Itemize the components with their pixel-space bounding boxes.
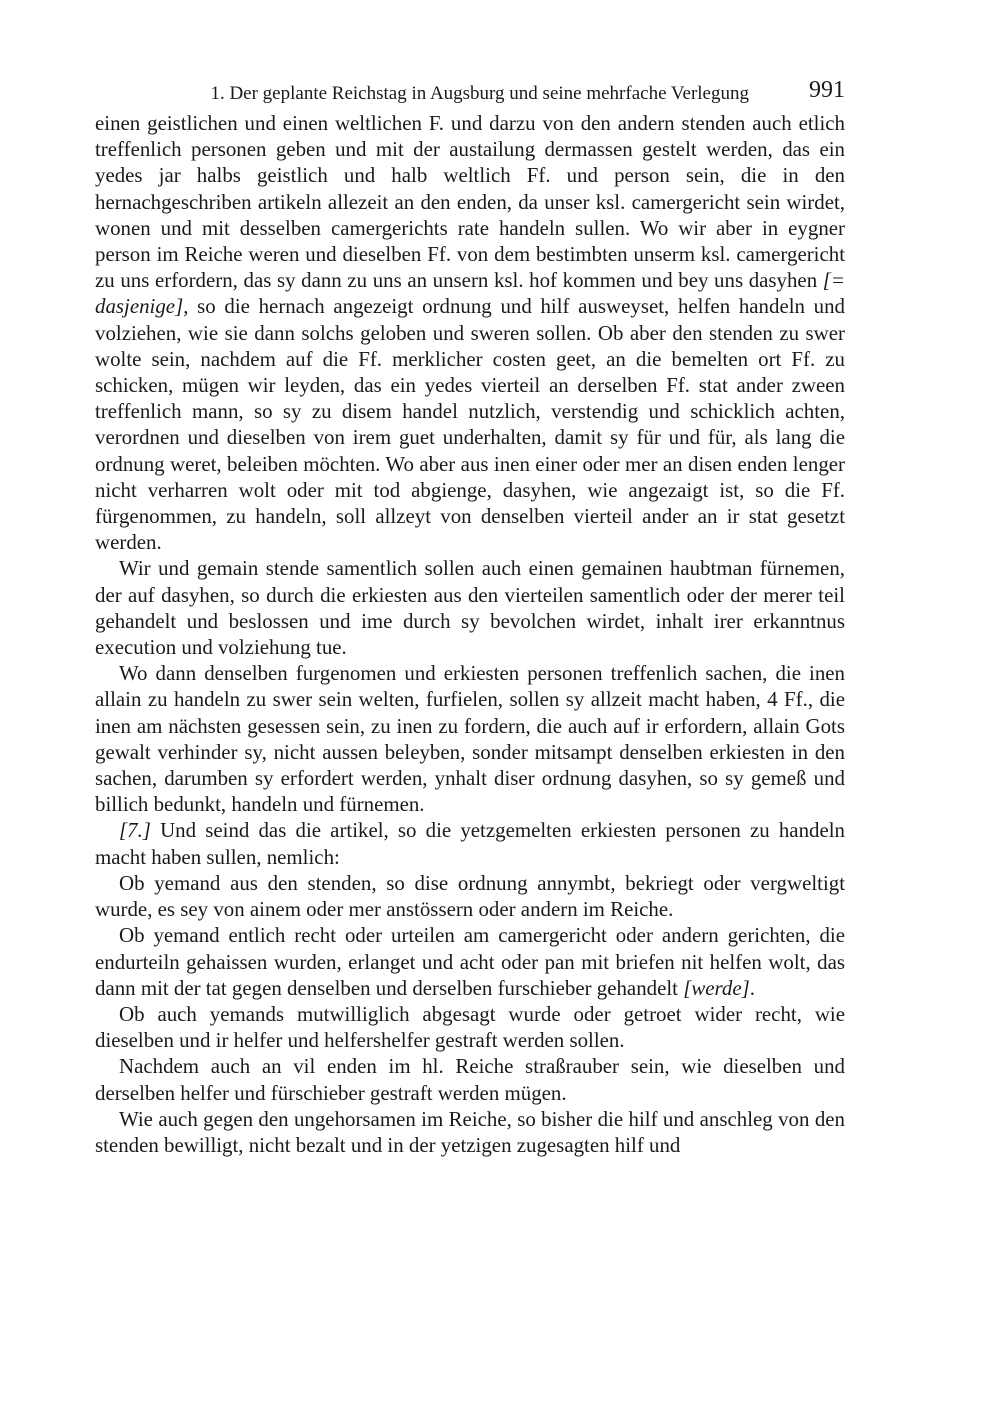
paragraph-1-text-a: einen geistlichen und einen weltlichen F. und darzu von den andern stenden auch etlich treffenlich personen geben und mit der austailung dermassen gestelt werden, das ein yedes jar halbs geistlich und halb weltlich Ff. und person sein, die in den hernachgeschriben artikeln allezeit an den enden, da unser ksl. camergericht sein wirdet, wonen und mit desselben camergerichts rate handeln sullen. Wo wir aber in eygner person im Reiche weren und dieselben Ff. von dem bestimbten unserm ksl. camergericht zu uns erfordern, das sy dann zu uns an unsern ksl. hof kommen und bey uns dasyhen — [95, 111, 845, 293]
paragraph-1-text-b: , so die hernach angezeigt ordnung und hilf ausweyset, helfen handeln und volziehen, wie sie dann solchs geloben und sweren sollen. Ob aber den stenden zu swer wolte sein, nachdem auf die Ff. merklicher costen geet, an die bemelten ort Ff. zu schicken, mügen wir leyden, das ein yedes vierteil an derselben Ff. stat ander zween treffenlich mann, so sy zu disem handel nutzlich, verstendig und schicklich achten, verordnen und dieselben von irem guet underhalten, damit sy für und für, als lang die ordnung weret, beleiben möchten. Wo aber aus inen einer oder mer an disen enden lenger nicht verharren wolt oder mit tod abgienge, dasyhen, wie angezaigt ist, so die Ff. fürgenommen, zu handeln, soll allzeyt von denselben vierteil ander an ir stat gesetzt werden. — [95, 294, 845, 555]
article-4: Nachdem auch an vil enden im hl. Reiche straßrauber sein, wie dieselben und derselben helfer und fürschieber gestraft werden mügen. — [95, 1054, 845, 1105]
paragraph-1 — [95, 110, 845, 555]
section-marker: [7.] — [119, 818, 151, 843]
running-title: 1. Der geplante Reichstag in Augsburg und seine mehrfache Verlegung — [210, 83, 749, 104]
text-body — [95, 110, 845, 1158]
article-2 — [95, 922, 845, 1001]
paragraph-4-text: Und seind das die artikel, so die yetzgemelten erkiesten personen zu handeln macht haben sullen, nemlich: — [95, 818, 845, 869]
page-number: 991 — [809, 77, 845, 103]
paragraph-4 — [95, 817, 845, 869]
editorial-note: [= dasjenige] — [95, 268, 845, 319]
editorial-note: [werde] — [683, 975, 750, 1000]
article-2-end: . — [749, 975, 755, 1000]
running-head — [95, 74, 845, 110]
article-2-text: Ob yemand entlich recht oder urteilen am camergericht oder andern gerichten, die endurteiln gehaissen wurden, erlanget und acht oder pan mit briefen nit helfen wolt, das dann mit der tat gegen denselben und derselben furschieber gehandelt — [95, 923, 845, 1000]
paragraph-3: Wo dann denselben furgenomen und erkiesten personen treffenlich sachen, die inen allain zu handeln zu swer sein welten, furfielen, sollen sy allzeit macht haben, 4 Ff., die inen am nächsten gesessen sein, zu inen zu fordern, die auch auf ir erfordern, allain Gots gewalt verhinder sy, nicht aussen beleyben, sonder mitsampt denselben erkiesten in den sachen, darumben sy erfordert werden, ynhalt diser ordnung dasyhen, so sy gemeß und billich bedunkt, handeln und fürnemen. — [95, 661, 845, 817]
article-5: Wie auch gegen den ungehorsamen im Reiche, so bisher die hilf und anschleg von den stenden bewilligt, nicht bezalt und in der yetzigen zugesagten hilf und — [95, 1106, 845, 1157]
paragraph-2: Wir und gemain stende samentlich sollen auch einen gemainen haubtman fürnemen, der auf dasyhen, so durch die erkiesten aus den vierteilen samentlich oder der merer teil gehandelt und beslossen und ime durch sy bevolchen wirdet, inhalt irer erkanntnus execution und volziehung tue. — [95, 556, 845, 660]
article-1: Ob yemand aus den stenden, so dise ordnung annymbt, bekriegt oder vergweltigt wurde, es sey von ainem oder mer anstössern oder andern im Reiche. — [95, 870, 845, 922]
document-page — [95, 74, 845, 1158]
article-3: Ob auch yemands mutwilliglich abgesagt wurde oder getroet wider recht, wie dieselben und ir helfer und helfershelfer gestraft werden sollen. — [95, 1001, 845, 1053]
